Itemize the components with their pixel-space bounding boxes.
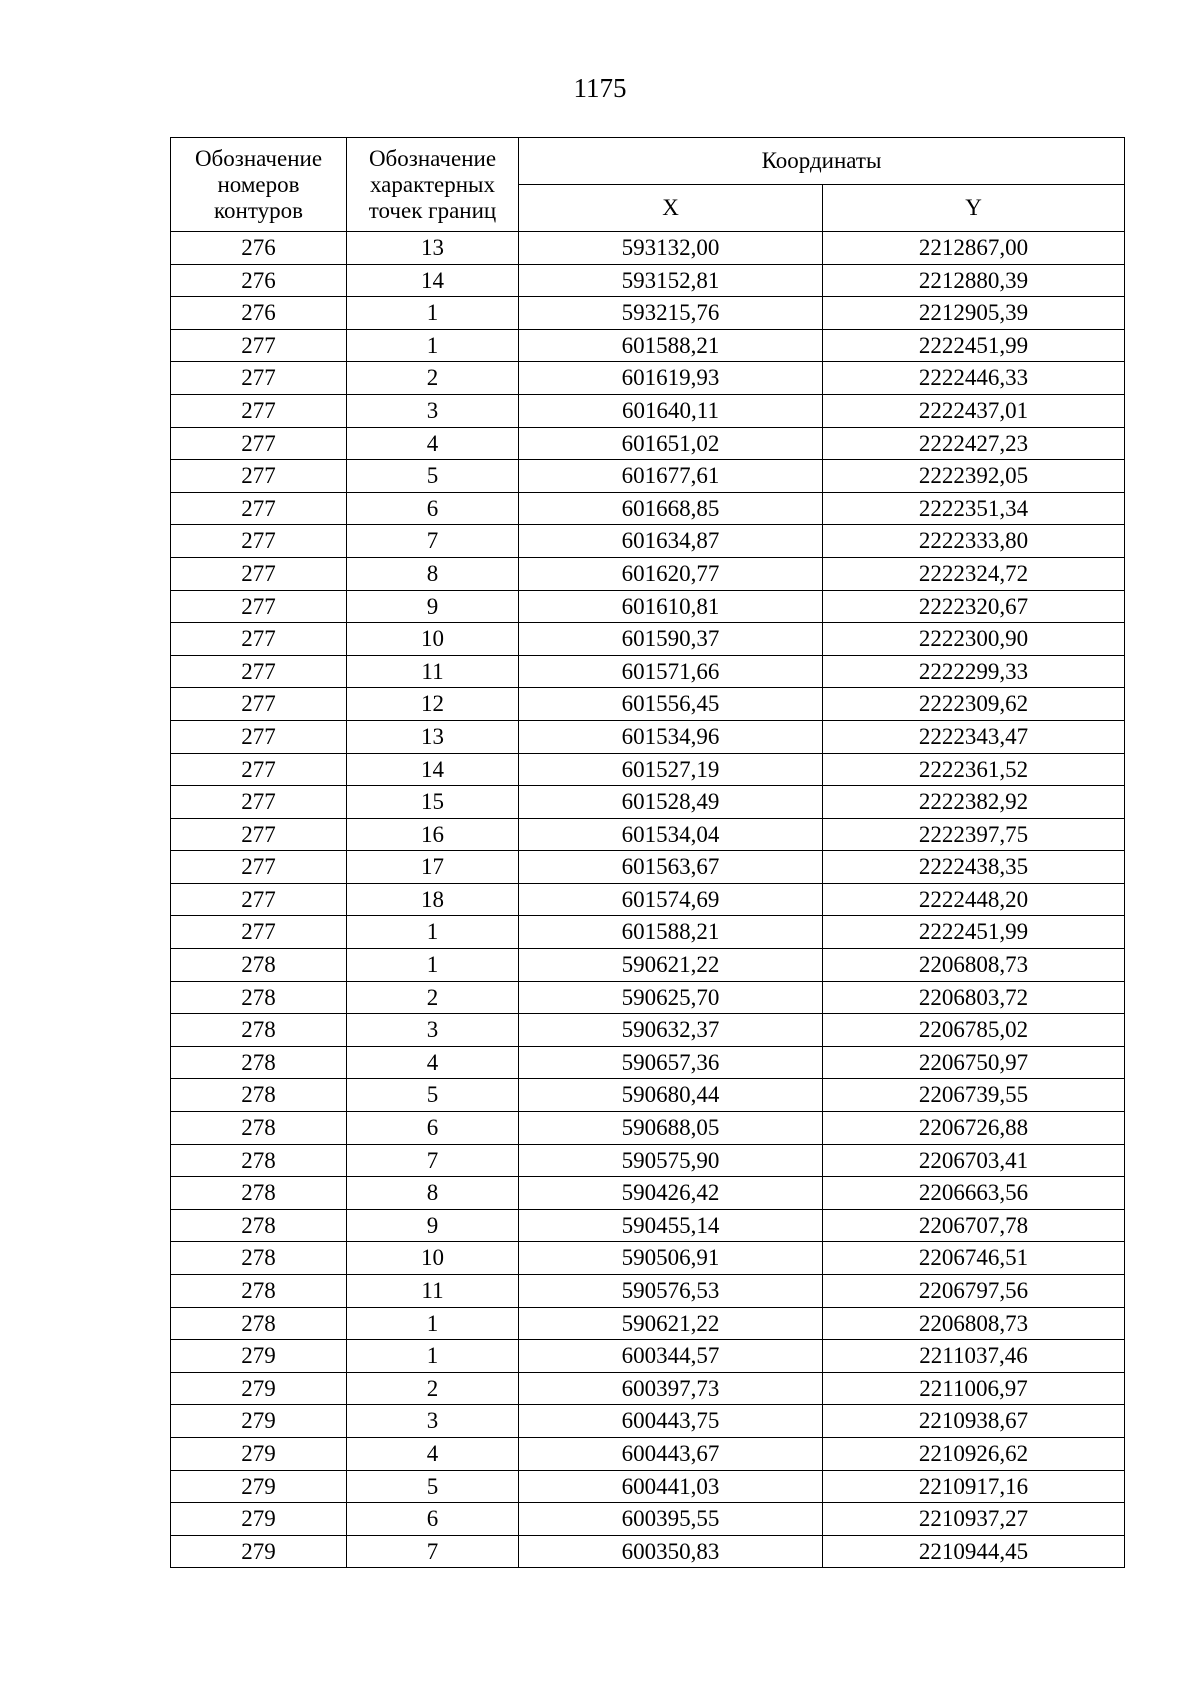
cell-y: 2222361,52 <box>823 753 1125 786</box>
cell-point: 2 <box>347 1372 519 1405</box>
cell-contour: 276 <box>171 264 347 297</box>
cell-contour: 277 <box>171 557 347 590</box>
cell-point: 10 <box>347 623 519 656</box>
cell-point: 5 <box>347 1470 519 1503</box>
cell-point: 13 <box>347 232 519 265</box>
table-row <box>171 1275 1125 1308</box>
cell-point: 2 <box>347 362 519 395</box>
cell-x: 601651,02 <box>519 427 823 460</box>
cell-point: 1 <box>347 1307 519 1340</box>
cell-contour: 277 <box>171 851 347 884</box>
header-coordinates: Координаты <box>519 138 1125 185</box>
table-row <box>171 1177 1125 1210</box>
cell-x: 601588,21 <box>519 329 823 362</box>
table-row <box>171 1503 1125 1536</box>
cell-contour: 277 <box>171 590 347 623</box>
cell-point: 16 <box>347 818 519 851</box>
cell-contour: 277 <box>171 753 347 786</box>
table-row <box>171 623 1125 656</box>
cell-point: 11 <box>347 1275 519 1308</box>
cell-point: 1 <box>347 949 519 982</box>
cell-x: 600395,55 <box>519 1503 823 1536</box>
table-row <box>171 1470 1125 1503</box>
cell-x: 590657,36 <box>519 1046 823 1079</box>
header-y: Y <box>823 185 1125 232</box>
cell-x: 590575,90 <box>519 1144 823 1177</box>
cell-point: 9 <box>347 1209 519 1242</box>
cell-y: 2222392,05 <box>823 460 1125 493</box>
cell-point: 6 <box>347 492 519 525</box>
cell-x: 601634,87 <box>519 525 823 558</box>
cell-x: 601563,67 <box>519 851 823 884</box>
cell-y: 2206746,51 <box>823 1242 1125 1275</box>
cell-y: 2222333,80 <box>823 525 1125 558</box>
table-row <box>171 1307 1125 1340</box>
cell-point: 2 <box>347 981 519 1014</box>
cell-y: 2211037,46 <box>823 1340 1125 1373</box>
cell-x: 601534,04 <box>519 818 823 851</box>
cell-y: 2222397,75 <box>823 818 1125 851</box>
cell-contour: 277 <box>171 362 347 395</box>
table-row <box>171 851 1125 884</box>
cell-y: 2222382,92 <box>823 786 1125 819</box>
cell-y: 2210917,16 <box>823 1470 1125 1503</box>
cell-y: 2206726,88 <box>823 1112 1125 1145</box>
cell-y: 2206663,56 <box>823 1177 1125 1210</box>
cell-y: 2212867,00 <box>823 232 1125 265</box>
cell-contour: 277 <box>171 427 347 460</box>
table-row <box>171 786 1125 819</box>
table-row <box>171 981 1125 1014</box>
table-row <box>171 916 1125 949</box>
cell-point: 8 <box>347 557 519 590</box>
cell-x: 601668,85 <box>519 492 823 525</box>
cell-y: 2210944,45 <box>823 1535 1125 1568</box>
cell-y: 2222438,35 <box>823 851 1125 884</box>
cell-y: 2212905,39 <box>823 297 1125 330</box>
page-number: 1175 <box>573 73 627 103</box>
cell-x: 590632,37 <box>519 1014 823 1047</box>
cell-x: 600344,57 <box>519 1340 823 1373</box>
cell-point: 3 <box>347 394 519 427</box>
cell-contour: 279 <box>171 1340 347 1373</box>
cell-contour: 276 <box>171 232 347 265</box>
cell-contour: 278 <box>171 949 347 982</box>
cell-point: 12 <box>347 688 519 721</box>
cell-y: 2206803,72 <box>823 981 1125 1014</box>
cell-contour: 277 <box>171 460 347 493</box>
header-contour-numbers: Обозначение номеров контуров <box>171 138 347 232</box>
cell-contour: 278 <box>171 1144 347 1177</box>
table-row <box>171 1372 1125 1405</box>
cell-x: 601588,21 <box>519 916 823 949</box>
cell-contour: 277 <box>171 329 347 362</box>
table-row <box>171 329 1125 362</box>
cell-contour: 276 <box>171 297 347 330</box>
cell-x: 601574,69 <box>519 883 823 916</box>
cell-point: 4 <box>347 1437 519 1470</box>
cell-point: 18 <box>347 883 519 916</box>
cell-point: 6 <box>347 1503 519 1536</box>
cell-x: 601556,45 <box>519 688 823 721</box>
table-row <box>171 362 1125 395</box>
cell-point: 15 <box>347 786 519 819</box>
table-row <box>171 1046 1125 1079</box>
cell-point: 9 <box>347 590 519 623</box>
cell-contour: 277 <box>171 394 347 427</box>
cell-point: 8 <box>347 1177 519 1210</box>
table-row <box>171 394 1125 427</box>
cell-x: 601527,19 <box>519 753 823 786</box>
cell-y: 2206739,55 <box>823 1079 1125 1112</box>
cell-point: 5 <box>347 460 519 493</box>
cell-contour: 277 <box>171 623 347 656</box>
cell-point: 5 <box>347 1079 519 1112</box>
cell-point: 3 <box>347 1405 519 1438</box>
cell-contour: 278 <box>171 1242 347 1275</box>
cell-point: 6 <box>347 1112 519 1145</box>
cell-x: 600443,75 <box>519 1405 823 1438</box>
cell-contour: 279 <box>171 1437 347 1470</box>
cell-y: 2206707,78 <box>823 1209 1125 1242</box>
cell-point: 14 <box>347 753 519 786</box>
table-row <box>171 949 1125 982</box>
table-row <box>171 1014 1125 1047</box>
cell-y: 2222320,67 <box>823 590 1125 623</box>
header-x: X <box>519 185 823 232</box>
cell-point: 7 <box>347 1144 519 1177</box>
table-row <box>171 753 1125 786</box>
cell-y: 2206797,56 <box>823 1275 1125 1308</box>
cell-point: 17 <box>347 851 519 884</box>
cell-point: 1 <box>347 297 519 330</box>
cell-point: 4 <box>347 1046 519 1079</box>
cell-y: 2206785,02 <box>823 1014 1125 1047</box>
cell-contour: 278 <box>171 1079 347 1112</box>
table-row <box>171 1079 1125 1112</box>
cell-x: 600443,67 <box>519 1437 823 1470</box>
cell-x: 601620,77 <box>519 557 823 590</box>
table-row <box>171 1437 1125 1470</box>
table-row <box>171 1209 1125 1242</box>
cell-point: 7 <box>347 1535 519 1568</box>
cell-contour: 277 <box>171 492 347 525</box>
cell-contour: 277 <box>171 818 347 851</box>
cell-point: 7 <box>347 525 519 558</box>
header-boundary-points: Обозначение характерных точек границ <box>347 138 519 232</box>
cell-y: 2211006,97 <box>823 1372 1125 1405</box>
coordinates-table <box>170 137 1125 1568</box>
cell-y: 2206750,97 <box>823 1046 1125 1079</box>
cell-contour: 279 <box>171 1535 347 1568</box>
cell-x: 590680,44 <box>519 1079 823 1112</box>
cell-contour: 278 <box>171 1046 347 1079</box>
table-row <box>171 1340 1125 1373</box>
cell-contour: 277 <box>171 916 347 949</box>
cell-y: 2222343,47 <box>823 720 1125 753</box>
table-row <box>171 264 1125 297</box>
cell-point: 13 <box>347 720 519 753</box>
cell-contour: 278 <box>171 1014 347 1047</box>
table-row <box>171 1112 1125 1145</box>
cell-x: 601640,11 <box>519 394 823 427</box>
cell-y: 2222451,99 <box>823 916 1125 949</box>
cell-y: 2222448,20 <box>823 883 1125 916</box>
cell-x: 590688,05 <box>519 1112 823 1145</box>
cell-y: 2222437,01 <box>823 394 1125 427</box>
cell-contour: 277 <box>171 720 347 753</box>
cell-point: 11 <box>347 655 519 688</box>
cell-contour: 278 <box>171 1112 347 1145</box>
cell-point: 14 <box>347 264 519 297</box>
cell-y: 2212880,39 <box>823 264 1125 297</box>
table-row <box>171 427 1125 460</box>
table-row <box>171 492 1125 525</box>
cell-contour: 279 <box>171 1503 347 1536</box>
cell-x: 600397,73 <box>519 1372 823 1405</box>
table-row <box>171 1144 1125 1177</box>
cell-contour: 277 <box>171 655 347 688</box>
table-row <box>171 232 1125 265</box>
cell-x: 601590,37 <box>519 623 823 656</box>
cell-y: 2210926,62 <box>823 1437 1125 1470</box>
cell-y: 2206808,73 <box>823 949 1125 982</box>
cell-x: 601534,96 <box>519 720 823 753</box>
cell-y: 2222451,99 <box>823 329 1125 362</box>
cell-point: 3 <box>347 1014 519 1047</box>
table-row <box>171 590 1125 623</box>
cell-x: 590506,91 <box>519 1242 823 1275</box>
cell-y: 2210938,67 <box>823 1405 1125 1438</box>
table-row <box>171 1535 1125 1568</box>
cell-point: 1 <box>347 916 519 949</box>
table-row <box>171 1405 1125 1438</box>
cell-contour: 277 <box>171 688 347 721</box>
cell-point: 1 <box>347 1340 519 1373</box>
cell-contour: 278 <box>171 1275 347 1308</box>
cell-y: 2222299,33 <box>823 655 1125 688</box>
table-row <box>171 557 1125 590</box>
table-row <box>171 1242 1125 1275</box>
cell-contour: 277 <box>171 786 347 819</box>
cell-x: 601677,61 <box>519 460 823 493</box>
cell-x: 600441,03 <box>519 1470 823 1503</box>
cell-point: 10 <box>347 1242 519 1275</box>
cell-x: 590426,42 <box>519 1177 823 1210</box>
cell-contour: 279 <box>171 1372 347 1405</box>
cell-contour: 279 <box>171 1405 347 1438</box>
cell-contour: 277 <box>171 883 347 916</box>
cell-x: 590621,22 <box>519 1307 823 1340</box>
cell-x: 601571,66 <box>519 655 823 688</box>
cell-point: 1 <box>347 329 519 362</box>
cell-y: 2222351,34 <box>823 492 1125 525</box>
cell-x: 590576,53 <box>519 1275 823 1308</box>
cell-x: 593152,81 <box>519 264 823 297</box>
cell-contour: 278 <box>171 1177 347 1210</box>
table-row <box>171 297 1125 330</box>
cell-y: 2210937,27 <box>823 1503 1125 1536</box>
table-body <box>171 232 1125 1568</box>
cell-x: 600350,83 <box>519 1535 823 1568</box>
cell-contour: 278 <box>171 981 347 1014</box>
cell-y: 2206808,73 <box>823 1307 1125 1340</box>
table-row <box>171 720 1125 753</box>
cell-y: 2206703,41 <box>823 1144 1125 1177</box>
cell-x: 590455,14 <box>519 1209 823 1242</box>
cell-y: 2222300,90 <box>823 623 1125 656</box>
cell-y: 2222446,33 <box>823 362 1125 395</box>
cell-y: 2222324,72 <box>823 557 1125 590</box>
cell-x: 593132,00 <box>519 232 823 265</box>
cell-y: 2222427,23 <box>823 427 1125 460</box>
cell-contour: 278 <box>171 1209 347 1242</box>
table-row <box>171 525 1125 558</box>
cell-x: 590621,22 <box>519 949 823 982</box>
cell-contour: 277 <box>171 525 347 558</box>
table-row <box>171 688 1125 721</box>
table-row <box>171 818 1125 851</box>
cell-point: 4 <box>347 427 519 460</box>
cell-contour: 278 <box>171 1307 347 1340</box>
cell-y: 2222309,62 <box>823 688 1125 721</box>
cell-x: 601619,93 <box>519 362 823 395</box>
cell-x: 601528,49 <box>519 786 823 819</box>
table-row <box>171 883 1125 916</box>
table-row <box>171 460 1125 493</box>
cell-x: 590625,70 <box>519 981 823 1014</box>
cell-x: 601610,81 <box>519 590 823 623</box>
cell-contour: 279 <box>171 1470 347 1503</box>
table-row <box>171 655 1125 688</box>
cell-x: 593215,76 <box>519 297 823 330</box>
